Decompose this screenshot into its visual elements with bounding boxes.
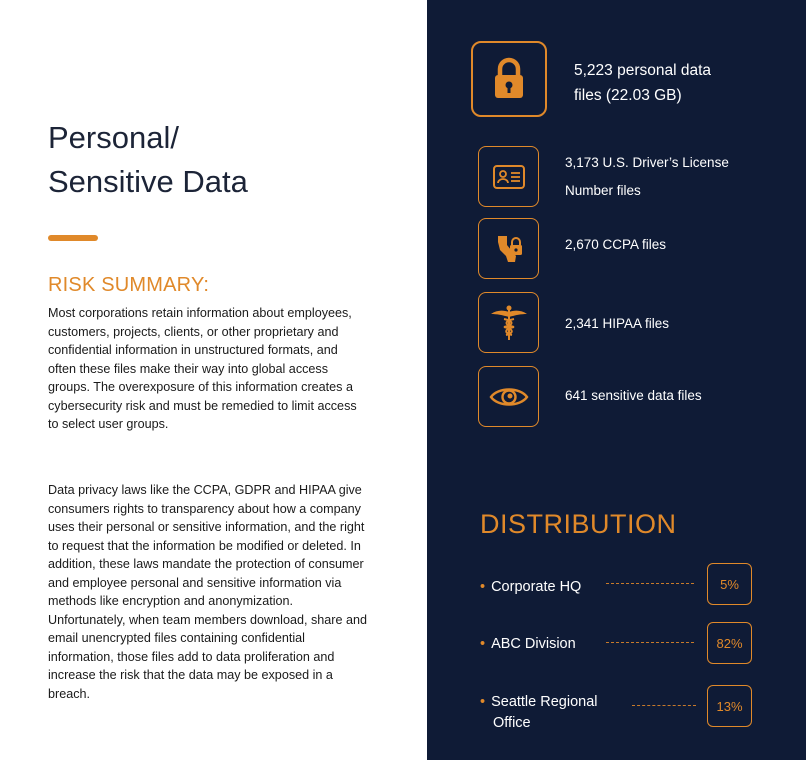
distribution-value-abc-division: 82% bbox=[707, 622, 752, 664]
california-lock-icon bbox=[492, 232, 526, 266]
title-line-2: Sensitive Data bbox=[48, 164, 248, 199]
bullet-icon: • bbox=[480, 636, 486, 652]
stat-ccpa: 2,670 CCPA files bbox=[565, 237, 667, 252]
distribution-label: ABC Division bbox=[491, 636, 576, 652]
lock-icon bbox=[490, 57, 528, 101]
risk-summary-heading: RISK SUMMARY: bbox=[48, 274, 210, 296]
distribution-item-abc-division bbox=[480, 634, 576, 655]
bullet-icon: • bbox=[480, 579, 486, 595]
eye-icon-box bbox=[478, 366, 539, 427]
stat-line: 3,173 U.S. Driver’s License bbox=[565, 155, 729, 170]
eye-icon bbox=[489, 384, 529, 410]
risk-summary-paragraph: Most corporations retain information about employees, customers, projects, clients, or other proprietary and confidential information in unstructured formats, and often these files make their way into global access groups. The overexposure of this information creates a cybersecurity risk and must be remedied to limit access to select user groups. bbox=[48, 306, 357, 431]
distribution-heading: DISTRIBUTION bbox=[480, 509, 677, 539]
distribution-item-corporate-hq bbox=[480, 577, 581, 598]
distribution-label: Office bbox=[493, 715, 531, 731]
stat-personal-data bbox=[574, 58, 711, 108]
stat-line: Number files bbox=[565, 183, 641, 198]
page-title bbox=[48, 116, 248, 204]
privacy-laws-paragraph: Data privacy laws like the CCPA, GDPR and HIPAA give consumers rights to transparency about how a company uses their personal or sensitive information, and the right to request that the information be modified or deleted. In addition, these laws mandate the protection of consumer and employee personal and sensitive information via methods like encryption and anonymization. Unfortunately, when team members download, share and email unencrypted files containing confidential information, those files add to data proliferation and increase the risk that the data may be exposed in a breach. bbox=[48, 483, 367, 701]
id-card-icon-box bbox=[478, 146, 539, 207]
lock-icon-box bbox=[471, 41, 547, 117]
stat-hipaa: 2,341 HIPAA files bbox=[565, 316, 670, 331]
stat-line: 5,223 personal data bbox=[574, 62, 712, 79]
title-accent-bar bbox=[48, 235, 98, 241]
title-line-1: Personal/ bbox=[48, 120, 179, 155]
stat-line: files (22.03 GB) bbox=[574, 87, 682, 104]
distribution-label: Seattle Regional bbox=[491, 694, 598, 710]
distribution-item-seattle-regional bbox=[480, 692, 598, 734]
stat-sensitive: 641 sensitive data files bbox=[565, 388, 702, 403]
leader-line bbox=[606, 642, 694, 643]
california-lock-icon-box bbox=[478, 218, 539, 279]
id-card-icon bbox=[492, 164, 526, 190]
distribution-value-corporate-hq: 5% bbox=[707, 563, 752, 605]
distribution-label: Corporate HQ bbox=[491, 579, 582, 595]
caduceus-icon bbox=[489, 304, 529, 342]
leader-line bbox=[632, 705, 696, 706]
distribution-value-seattle-regional: 13% bbox=[707, 685, 752, 727]
caduceus-icon-box bbox=[478, 292, 539, 353]
leader-line bbox=[606, 583, 694, 584]
bullet-icon: • bbox=[480, 694, 486, 710]
stat-drivers-license bbox=[565, 149, 729, 205]
